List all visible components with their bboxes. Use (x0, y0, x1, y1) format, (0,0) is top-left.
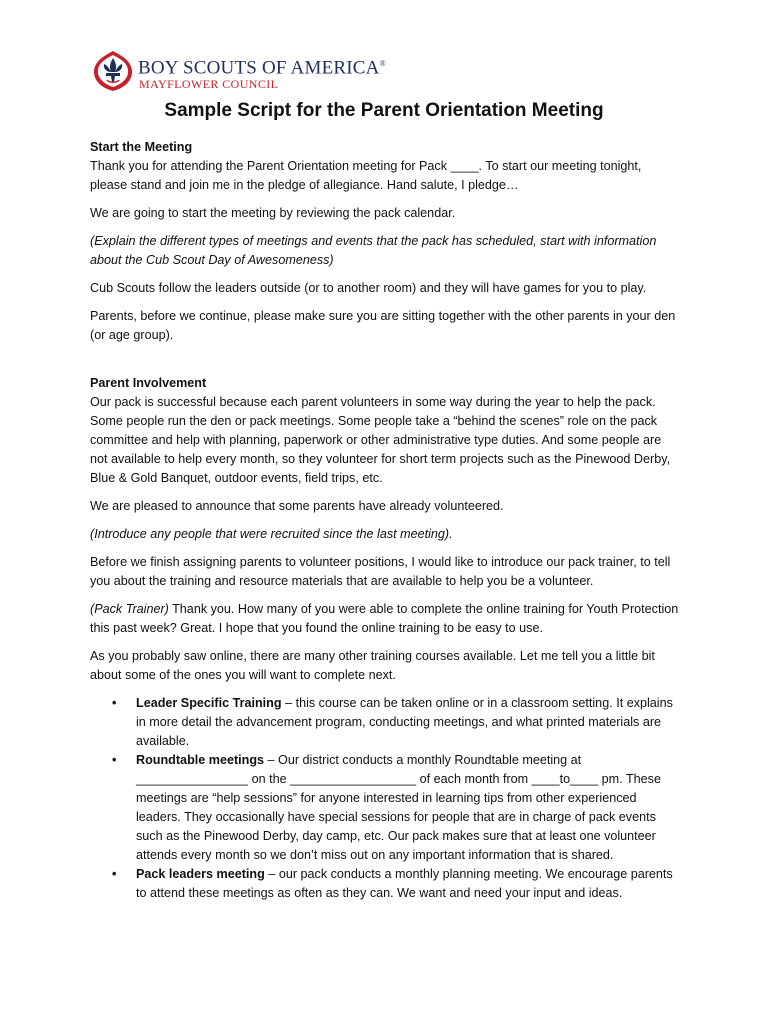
script-body (90, 138, 682, 903)
section-heading-involvement: Parent Involvement (90, 376, 207, 390)
training-list (90, 694, 682, 903)
section-spacer (90, 354, 682, 374)
bullet-icon: • (112, 753, 117, 767)
involvement-section (90, 374, 682, 488)
fleur-de-lis-emblem-icon (92, 50, 134, 92)
paragraph: Our pack is successful because each parent volunteers in some way during the year to help the pack. Some people run the den or pack meetings. Some people take a “behind the scenes” role on the pack committee and help with planning, paperwork or other administrative type duties. And some people are not available to help every month, so they volunteer for short term projects such as the Pinewood Derby, Blue & Gold Banquet, outdoor events, field trips, etc. (90, 395, 671, 485)
paragraph-instruction: (Introduce any people that were recruited since the last meeting). (90, 527, 453, 541)
paragraph: As you probably saw online, there are many other training courses available. Let me tell you a little bit about some of the ones you will want to complete next. (90, 649, 655, 682)
bullet-icon: • (112, 696, 117, 710)
org-name: BOY SCOUTS OF AMERICA® (138, 57, 386, 79)
paragraph: We are pleased to announce that some parents have already volunteered. (90, 499, 504, 513)
list-item: • Pack leaders meeting – our pack conducts a monthly planning meeting. We encourage parents to attend these meetings as often as they can. We want and need your input and ideas. (112, 867, 673, 900)
paragraph: Thank you for attending the Parent Orientation meeting for Pack ____. To start our meeting tonight, please stand and join me in the pledge of allegiance. Hand salute, I pledge… (90, 159, 642, 192)
paragraph: We are going to start the meeting by reviewing the pack calendar. (90, 206, 456, 220)
list-item: • Roundtable meetings – Our district conducts a monthly Roundtable meeting at ________________ on the __________________ of each month from ____to____ pm. These meetings are “help sessions” for anyone interested in learning tips from other experienced leaders. They occasionally have special sessions for people that are in charge of pack events such as the Pinewood Derby, day camp, etc. Our pack makes sure that at least one volunteer attends every month so we don’t miss out on any important information that is shared. (112, 753, 661, 862)
council-name: MAYFLOWER COUNCIL (139, 77, 279, 91)
paragraph: (Pack Trainer) Thank you. How many of you were able to complete the online training for Youth Protection this past week? Great. I hope that you found the online training to be easy to use. (90, 602, 679, 635)
paragraph: Parents, before we continue, please make sure you are sitting together with the other parents in your den (or age group). (90, 309, 676, 342)
bsa-logo (92, 50, 386, 92)
section-heading-start: Start the Meeting (90, 140, 193, 154)
bullet-icon: • (112, 867, 117, 881)
start-section (90, 138, 682, 195)
page-title: Sample Script for the Parent Orientation Meeting (164, 100, 604, 121)
paragraph: Cub Scouts follow the leaders outside (or to another room) and they will have games for you to play. (90, 281, 647, 295)
paragraph-instruction: (Explain the different types of meetings and events that the pack has scheduled, start with information about the Cub Scout Day of Awesomeness) (90, 234, 657, 267)
list-item: • Leader Specific Training – this course can be taken online or in a classroom setting. It explains in more detail the advancement program, conducting meetings, and what printed materials are available. (112, 696, 673, 748)
paragraph: Before we finish assigning parents to volunteer positions, I would like to introduce our pack trainer, to tell you about the training and resource materials that are available to help you be a volunteer. (90, 555, 671, 588)
